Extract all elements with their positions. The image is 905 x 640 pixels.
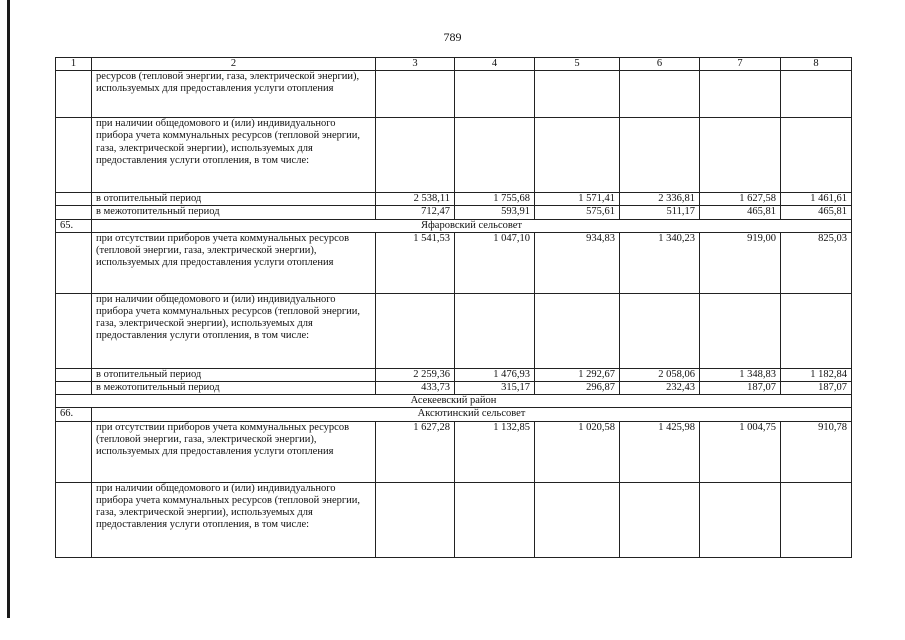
column-header: 3 [376, 58, 455, 71]
value-cell [376, 71, 455, 118]
value-cell: 712,47 [376, 206, 455, 219]
column-header: 5 [535, 58, 620, 71]
value-cell [455, 293, 535, 368]
value-cell: 187,07 [700, 382, 781, 395]
section-row [56, 408, 852, 421]
value-cell: 593,91 [455, 206, 535, 219]
value-cell: 1 047,10 [455, 232, 535, 293]
row-index-cell [56, 382, 92, 395]
value-cell [535, 482, 620, 557]
value-cell: 1 627,28 [376, 421, 455, 482]
section-index-cell: 66. [56, 408, 92, 421]
value-cell: 1 476,93 [455, 368, 535, 381]
value-cell: 1 425,98 [620, 421, 700, 482]
row-index-cell [56, 368, 92, 381]
value-cell: 2 058,06 [620, 368, 700, 381]
column-header: 7 [700, 58, 781, 71]
value-cell: 465,81 [700, 206, 781, 219]
value-cell [620, 293, 700, 368]
value-cell: 1 541,53 [376, 232, 455, 293]
value-cell: 187,07 [781, 382, 852, 395]
table-row [56, 206, 852, 219]
value-cell [700, 118, 781, 193]
row-description-cell: при наличии общедомового и (или) индивидуального прибора учета коммунальных ресурсов (тепловой энергии, газа, электрической энергии), используемых для предоставления услуги отопления, в том числе: [92, 482, 376, 557]
value-cell: 1 755,68 [455, 193, 535, 206]
value-cell: 575,61 [535, 206, 620, 219]
value-cell [535, 71, 620, 118]
table-row [56, 193, 852, 206]
value-cell [535, 293, 620, 368]
value-cell: 232,43 [620, 382, 700, 395]
column-header: 6 [620, 58, 700, 71]
value-cell: 2 259,36 [376, 368, 455, 381]
row-description-cell: ресурсов (тепловой энергии, газа, электрической энергии), используемых для предоставления услуги отопления [92, 71, 376, 118]
row-index-cell [56, 232, 92, 293]
table-row [56, 232, 852, 293]
district-row [56, 395, 852, 408]
value-cell [700, 482, 781, 557]
table-row [56, 368, 852, 381]
value-cell [781, 71, 852, 118]
value-cell: 1 182,84 [781, 368, 852, 381]
column-header: 8 [781, 58, 852, 71]
value-cell [376, 482, 455, 557]
table-row [56, 118, 852, 193]
value-cell [781, 482, 852, 557]
tariff-table [55, 57, 852, 558]
row-description-cell: в межотопительный период [92, 206, 376, 219]
column-header: 2 [92, 58, 376, 71]
row-description-cell: при отсутствии приборов учета коммунальных ресурсов (тепловой энергии, газа, электрической энергии), используемых для предоставления услуги отопления [92, 232, 376, 293]
value-cell [455, 482, 535, 557]
row-description-cell: в межотопительный период [92, 382, 376, 395]
value-cell: 2 538,11 [376, 193, 455, 206]
value-cell: 2 336,81 [620, 193, 700, 206]
value-cell [781, 118, 852, 193]
value-cell [455, 71, 535, 118]
value-cell: 1 461,61 [781, 193, 852, 206]
table-row [56, 293, 852, 368]
row-index-cell [56, 482, 92, 557]
value-cell [781, 293, 852, 368]
value-cell [455, 118, 535, 193]
page-number: 789 [443, 30, 462, 44]
table-row [56, 482, 852, 557]
value-cell: 433,73 [376, 382, 455, 395]
row-description-cell: в отопительный период [92, 193, 376, 206]
value-cell: 296,87 [535, 382, 620, 395]
value-cell: 919,00 [700, 232, 781, 293]
value-cell [700, 293, 781, 368]
value-cell: 825,03 [781, 232, 852, 293]
value-cell [620, 118, 700, 193]
table-body [56, 58, 852, 558]
value-cell: 511,17 [620, 206, 700, 219]
row-description-cell: при отсутствии приборов учета коммунальных ресурсов (тепловой энергии, газа, электрической энергии), используемых для предоставления услуги отопления [92, 421, 376, 482]
scan-edge-bar [7, 0, 10, 618]
column-header: 1 [56, 58, 92, 71]
row-description-cell: при наличии общедомового и (или) индивидуального прибора учета коммунальных ресурсов (тепловой энергии, газа, электрической энергии), используемых для предоставления услуги отопления, в том числе: [92, 293, 376, 368]
section-index-cell: 65. [56, 219, 92, 232]
value-cell: 1 020,58 [535, 421, 620, 482]
value-cell: 910,78 [781, 421, 852, 482]
value-cell: 1 292,67 [535, 368, 620, 381]
value-cell [620, 71, 700, 118]
section-title-cell: Аксютинский сельсовет [92, 408, 852, 421]
value-cell: 1 004,75 [700, 421, 781, 482]
row-index-cell [56, 421, 92, 482]
value-cell: 1 627,58 [700, 193, 781, 206]
column-header: 4 [455, 58, 535, 71]
value-cell [620, 482, 700, 557]
value-cell: 1 348,83 [700, 368, 781, 381]
section-title-cell: Яфаровский сельсовет [92, 219, 852, 232]
row-description-cell: при наличии общедомового и (или) индивидуального прибора учета коммунальных ресурсов (тепловой энергии, газа, электрической энергии), используемых для предоставления услуги отопления, в том числе: [92, 118, 376, 193]
row-index-cell [56, 193, 92, 206]
row-index-cell [56, 71, 92, 118]
value-cell: 1 132,85 [455, 421, 535, 482]
district-title-cell: Асекеевский район [56, 395, 852, 408]
value-cell: 1 340,23 [620, 232, 700, 293]
value-cell [700, 71, 781, 118]
row-description-cell: в отопительный период [92, 368, 376, 381]
value-cell [535, 118, 620, 193]
table-row [56, 382, 852, 395]
value-cell: 465,81 [781, 206, 852, 219]
value-cell [376, 118, 455, 193]
row-index-cell [56, 206, 92, 219]
section-row [56, 219, 852, 232]
value-cell: 315,17 [455, 382, 535, 395]
table-row [56, 71, 852, 118]
value-cell: 934,83 [535, 232, 620, 293]
table-row [56, 421, 852, 482]
value-cell [376, 293, 455, 368]
table-header-row [56, 58, 852, 71]
row-index-cell [56, 293, 92, 368]
value-cell: 1 571,41 [535, 193, 620, 206]
row-index-cell [56, 118, 92, 193]
